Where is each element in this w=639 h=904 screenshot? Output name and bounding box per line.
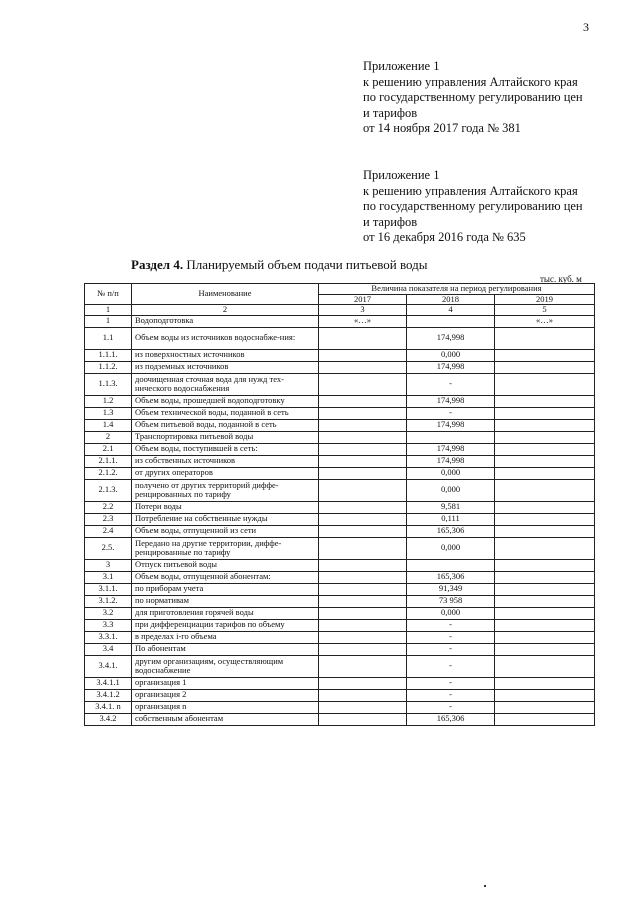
table-row (85, 525, 595, 537)
value-2018-cell: 174,998 (407, 443, 495, 455)
table-row (85, 595, 595, 607)
row-name-cell: Объем воды, поступившей в сеть: (132, 443, 319, 455)
table-row (85, 479, 595, 501)
row-number-cell: 3.1 (85, 571, 132, 583)
value-2018-cell: 0,000 (407, 537, 495, 559)
table-row (85, 361, 595, 373)
value-2018-cell: 9,581 (407, 501, 495, 513)
value-2019-cell (495, 655, 595, 677)
row-number-cell: 3.2 (85, 607, 132, 619)
appendix-block-2017 (363, 59, 583, 137)
value-2018-cell: 174,998 (407, 327, 495, 349)
row-number-cell: 1.1.1. (85, 349, 132, 361)
value-2017-cell (319, 361, 407, 373)
water-supply-table (84, 283, 595, 726)
value-2017-cell (319, 525, 407, 537)
value-2017-cell (319, 513, 407, 525)
row-name-cell: из поверхностных источников (132, 349, 319, 361)
row-name-cell: По абонентам (132, 643, 319, 655)
value-2017-cell (319, 419, 407, 431)
row-name-cell: в пределах i-го объема (132, 631, 319, 643)
value-2017-cell (319, 701, 407, 713)
row-number-cell: 1 (85, 315, 132, 327)
table-row (85, 501, 595, 513)
value-2018-cell: 91,349 (407, 583, 495, 595)
value-2019-cell (495, 607, 595, 619)
value-2018-cell: - (407, 643, 495, 655)
row-number-cell: 2.1.1. (85, 455, 132, 467)
row-name-cell: Потери воды (132, 501, 319, 513)
value-2018-cell: - (407, 619, 495, 631)
row-name-cell: по приборам учета (132, 583, 319, 595)
table-row (85, 395, 595, 407)
row-name-cell: от других операторов (132, 467, 319, 479)
value-2018-cell: 174,998 (407, 419, 495, 431)
value-2018-cell: - (407, 655, 495, 677)
row-number-cell: 3.1.1. (85, 583, 132, 595)
value-2018-cell: - (407, 677, 495, 689)
row-name-cell: Объем технической воды, поданной в сеть (132, 407, 319, 419)
table-row (85, 655, 595, 677)
header-year-2019: 2019 (495, 294, 595, 305)
value-2017-cell (319, 677, 407, 689)
row-number-cell: 3.3.1. (85, 631, 132, 643)
appendix-line: от 16 декабря 2016 года № 635 (363, 230, 526, 244)
value-2019-cell (495, 479, 595, 501)
row-name-cell: доочищенная сточная вода для нужд тех-нического водоснабжения (132, 373, 319, 395)
table-body (85, 315, 595, 725)
row-number-cell: 3.3 (85, 619, 132, 631)
row-number-cell: 2.1.3. (85, 479, 132, 501)
value-2017-cell (319, 559, 407, 571)
row-number-cell: 1.1.2. (85, 361, 132, 373)
value-2018-cell (407, 559, 495, 571)
header-year-2017: 2017 (319, 294, 407, 305)
table-row (85, 677, 595, 689)
value-2019-cell (495, 431, 595, 443)
row-number-cell: 3.4 (85, 643, 132, 655)
value-2017-cell (319, 467, 407, 479)
value-2018-cell: 174,998 (407, 455, 495, 467)
row-name-cell: получено от других территорий диффе-ренцированных по тарифу (132, 479, 319, 501)
value-2019-cell: «…» (495, 315, 595, 327)
row-number-cell: 3.4.1. (85, 655, 132, 677)
table-row (85, 643, 595, 655)
value-2018-cell: 0,000 (407, 349, 495, 361)
table-row (85, 431, 595, 443)
value-2018-cell: 0,000 (407, 479, 495, 501)
table-row (85, 443, 595, 455)
value-2017-cell: «…» (319, 315, 407, 327)
value-2017-cell (319, 655, 407, 677)
row-name-cell: из подземных источников (132, 361, 319, 373)
value-2019-cell (495, 559, 595, 571)
value-2019-cell (495, 455, 595, 467)
row-number-cell: 1.3 (85, 407, 132, 419)
value-2017-cell (319, 455, 407, 467)
value-2018-cell: 165,306 (407, 525, 495, 537)
row-name-cell: Отпуск питьевой воды (132, 559, 319, 571)
row-name-cell: по нормативам (132, 595, 319, 607)
value-2019-cell (495, 501, 595, 513)
value-2019-cell (495, 327, 595, 349)
value-2019-cell (495, 643, 595, 655)
value-2019-cell (495, 373, 595, 395)
index-cell: 1 (85, 305, 132, 316)
value-2019-cell (495, 467, 595, 479)
units-label: тыс. куб. м (540, 274, 582, 284)
appendix-line: по государственному регулированию цен (363, 90, 583, 104)
table-row (85, 583, 595, 595)
row-number-cell: 3.4.2 (85, 713, 132, 725)
value-2017-cell (319, 595, 407, 607)
value-2019-cell (495, 677, 595, 689)
value-2019-cell (495, 713, 595, 725)
row-number-cell: 2.1.2. (85, 467, 132, 479)
value-2019-cell (495, 619, 595, 631)
row-number-cell: 3 (85, 559, 132, 571)
appendix-line: по государственному регулированию цен (363, 199, 583, 213)
value-2019-cell (495, 689, 595, 701)
row-number-cell: 2.1 (85, 443, 132, 455)
table-row (85, 327, 595, 349)
value-2019-cell (495, 571, 595, 583)
value-2017-cell (319, 631, 407, 643)
header-num: № п/п (85, 284, 132, 305)
value-2019-cell (495, 537, 595, 559)
table-row (85, 689, 595, 701)
header-period-group: Величина показателя на период регулирования (319, 284, 595, 295)
appendix-line: Приложение 1 (363, 168, 440, 182)
row-name-cell: организация n (132, 701, 319, 713)
section-label: Раздел 4. (131, 257, 184, 272)
table-row (85, 559, 595, 571)
value-2018-cell: - (407, 373, 495, 395)
value-2018-cell: - (407, 407, 495, 419)
table-row (85, 537, 595, 559)
index-cell: 4 (407, 305, 495, 316)
scan-speck (484, 885, 486, 887)
appendix-line: к решению управления Алтайского края (363, 74, 578, 89)
appendix-line: Приложение 1 (363, 59, 440, 73)
row-number-cell: 3.1.2. (85, 595, 132, 607)
value-2017-cell (319, 607, 407, 619)
row-number-cell: 2.3 (85, 513, 132, 525)
table-row (85, 513, 595, 525)
row-number-cell: 2 (85, 431, 132, 443)
value-2017-cell (319, 327, 407, 349)
row-name-cell: организация 2 (132, 689, 319, 701)
section-title (131, 257, 428, 273)
value-2017-cell (319, 713, 407, 725)
value-2017-cell (319, 537, 407, 559)
row-name-cell: из собственных источников (132, 455, 319, 467)
value-2017-cell (319, 431, 407, 443)
table-row (85, 619, 595, 631)
appendix-line: от 14 ноября 2017 года № 381 (363, 121, 521, 135)
value-2018-cell: 73 958 (407, 595, 495, 607)
index-cell: 2 (132, 305, 319, 316)
row-number-cell: 3.4.1. n (85, 701, 132, 713)
appendix-line: и тарифов (363, 105, 418, 120)
value-2017-cell (319, 501, 407, 513)
header-name: Наименование (132, 284, 319, 305)
value-2017-cell (319, 443, 407, 455)
value-2017-cell (319, 643, 407, 655)
row-number-cell: 1.4 (85, 419, 132, 431)
value-2019-cell (495, 631, 595, 643)
row-name-cell: Передано на другие территории, диффе-ренцированные по тарифу (132, 537, 319, 559)
value-2018-cell: - (407, 701, 495, 713)
row-number-cell: 2.4 (85, 525, 132, 537)
value-2019-cell (495, 407, 595, 419)
table-row (85, 407, 595, 419)
value-2017-cell (319, 479, 407, 501)
row-number-cell: 3.4.1.2 (85, 689, 132, 701)
row-number-cell: 2.5. (85, 537, 132, 559)
appendix-block-2016 (363, 168, 583, 246)
value-2018-cell: 174,998 (407, 395, 495, 407)
value-2018-cell (407, 315, 495, 327)
value-2017-cell (319, 349, 407, 361)
table-row (85, 373, 595, 395)
page-number: 3 (583, 20, 589, 34)
value-2018-cell: 0,000 (407, 467, 495, 479)
row-number-cell: 1.2 (85, 395, 132, 407)
value-2017-cell (319, 619, 407, 631)
row-name-cell: при дифференциации тарифов по объему (132, 619, 319, 631)
table-row (85, 571, 595, 583)
value-2017-cell (319, 571, 407, 583)
table-row (85, 701, 595, 713)
row-name-cell: Транспортировка питьевой воды (132, 431, 319, 443)
row-number-cell: 3.4.1.1 (85, 677, 132, 689)
value-2018-cell: - (407, 689, 495, 701)
row-name-cell: Водоподготовка (132, 315, 319, 327)
row-name-cell: Объем воды, отпущенной абонентам: (132, 571, 319, 583)
value-2019-cell (495, 595, 595, 607)
value-2019-cell (495, 419, 595, 431)
table-row (85, 713, 595, 725)
table-row (85, 419, 595, 431)
value-2019-cell (495, 349, 595, 361)
row-name-cell: Объем воды, прошедшей водоподготовку (132, 395, 319, 407)
value-2017-cell (319, 395, 407, 407)
value-2017-cell (319, 407, 407, 419)
row-name-cell: Потребление на собственные нужды (132, 513, 319, 525)
row-name-cell: Объем питьевой воды, поданной в сеть (132, 419, 319, 431)
table-row (85, 349, 595, 361)
appendix-line: и тарифов (363, 214, 418, 229)
appendix-line: к решению управления Алтайского края (363, 183, 578, 198)
section-heading: Планируемый объем подачи питьевой воды (186, 257, 428, 272)
value-2019-cell (495, 361, 595, 373)
value-2018-cell: 0,000 (407, 607, 495, 619)
value-2017-cell (319, 583, 407, 595)
value-2019-cell (495, 513, 595, 525)
row-name-cell: собственным абонентам (132, 713, 319, 725)
row-name-cell: Объем воды, отпущенной из сети (132, 525, 319, 537)
value-2019-cell (495, 395, 595, 407)
value-2018-cell (407, 431, 495, 443)
row-name-cell: Объем воды из источников водоснабже-ния: (132, 327, 319, 349)
table-row (85, 455, 595, 467)
value-2018-cell: - (407, 631, 495, 643)
row-name-cell: для приготовления горячей воды (132, 607, 319, 619)
table-row (85, 467, 595, 479)
table-row (85, 315, 595, 327)
value-2019-cell (495, 583, 595, 595)
row-number-cell: 1.1.3. (85, 373, 132, 395)
value-2017-cell (319, 689, 407, 701)
value-2018-cell: 165,306 (407, 713, 495, 725)
value-2019-cell (495, 525, 595, 537)
value-2019-cell (495, 443, 595, 455)
table-row (85, 607, 595, 619)
table-row (85, 631, 595, 643)
row-number-cell: 1.1 (85, 327, 132, 349)
header-year-2018: 2018 (407, 294, 495, 305)
value-2018-cell: 0,111 (407, 513, 495, 525)
value-2017-cell (319, 373, 407, 395)
index-cell: 5 (495, 305, 595, 316)
row-name-cell: другим организациям, осуществляющим водоснабжение (132, 655, 319, 677)
value-2019-cell (495, 701, 595, 713)
index-cell: 3 (319, 305, 407, 316)
row-number-cell: 2.2 (85, 501, 132, 513)
row-name-cell: организация 1 (132, 677, 319, 689)
value-2018-cell: 174,998 (407, 361, 495, 373)
value-2018-cell: 165,306 (407, 571, 495, 583)
